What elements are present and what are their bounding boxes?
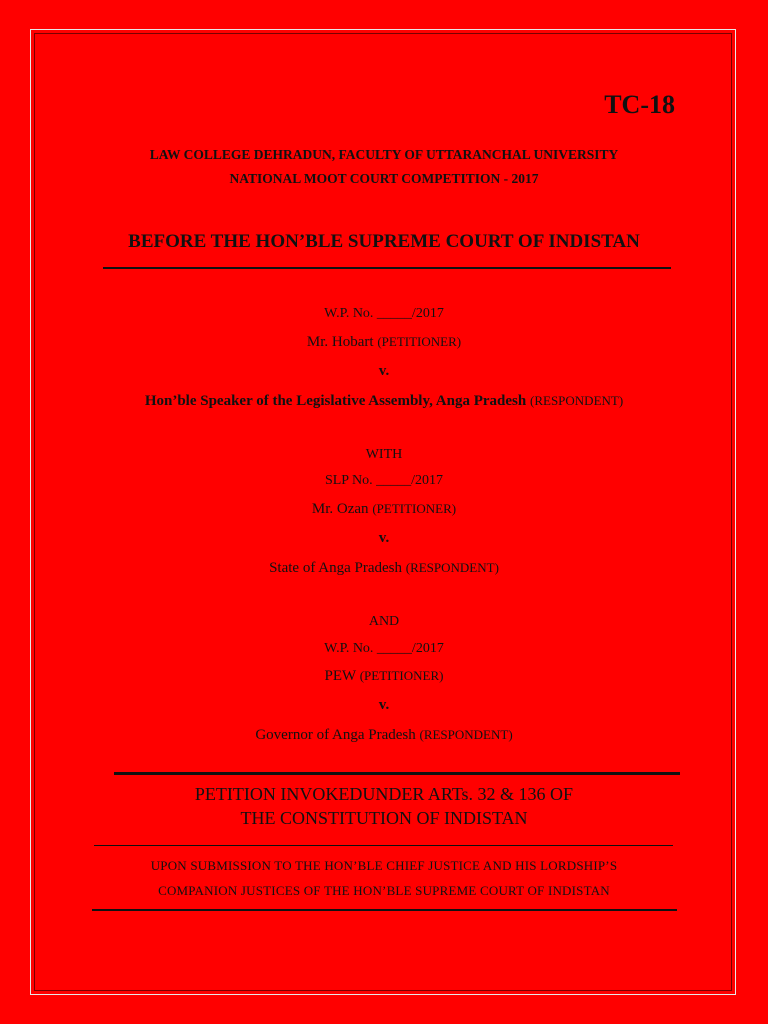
case2-petitioner: Mr. Ozan	[311, 501, 369, 517]
court-heading: BEFORE THE HON’BLE SUPREME COURT OF INDISTAN	[128, 231, 640, 252]
case1-respondent-role: (RESPONDENT)	[530, 393, 624, 408]
case2-number: SLP No. _____/2017	[324, 473, 444, 488]
petition-bottom-rule	[94, 845, 673, 846]
petition-top-rule	[114, 772, 680, 775]
institution-line-1: LAW COLLEGE DEHRADUN, FACULTY OF UTTARANCHAL UNIVERSITY	[149, 147, 619, 162]
case3-versus: v.	[378, 697, 390, 713]
connector-with: WITH	[365, 447, 403, 462]
case2-respondent: State of Anga Pradesh	[269, 560, 402, 576]
heading-underline	[103, 267, 671, 269]
case1-petitioner-line	[0, 334, 768, 351]
case1-respondent-line	[0, 393, 768, 410]
submission-bottom-rule	[92, 909, 677, 911]
case1-petitioner: Mr. Hobart	[306, 334, 374, 350]
case2-petitioner-role: (PETITIONER)	[372, 501, 457, 516]
case1-respondent: Hon’ble Speaker of the Legislative Assembly, Anga Pradesh	[144, 393, 527, 409]
case2-respondent-line	[0, 560, 768, 577]
petition-line-1: PETITION INVOKEDUNDER ARTs. 32 & 136 OF	[194, 784, 574, 804]
case3-respondent: Governor of Anga Pradesh	[255, 727, 416, 743]
case1-petitioner-role: (PETITIONER)	[377, 334, 462, 349]
case1-number: W.P. No. _____/2017	[324, 306, 444, 321]
petition-line-2: THE CONSTITUTION OF INDISTAN	[240, 808, 528, 828]
case-code: TC-18	[604, 90, 675, 119]
submission-line-2: COMPANION JUSTICES OF THE HON’BLE SUPREME COURT OF INDISTAN	[158, 883, 610, 898]
case3-petitioner: PEW	[324, 668, 356, 684]
case2-respondent-role: (RESPONDENT)	[405, 560, 499, 575]
case3-petitioner-role: (PETITIONER)	[359, 668, 444, 683]
connector-and: AND	[368, 614, 400, 629]
case1-versus: v.	[378, 363, 390, 379]
case3-petitioner-line	[0, 668, 768, 685]
case3-number: W.P. No. _____/2017	[324, 641, 444, 656]
case2-versus: v.	[378, 530, 390, 546]
submission-line-1: UPON SUBMISSION TO THE HON’BLE CHIEF JUSTICE AND HIS LORDSHIP’S	[150, 858, 618, 873]
institution-line-2: NATIONAL MOOT COURT COMPETITION - 2017	[229, 171, 539, 186]
case3-respondent-role: (RESPONDENT)	[419, 727, 513, 742]
case3-respondent-line	[0, 727, 768, 744]
case2-petitioner-line	[0, 501, 768, 518]
